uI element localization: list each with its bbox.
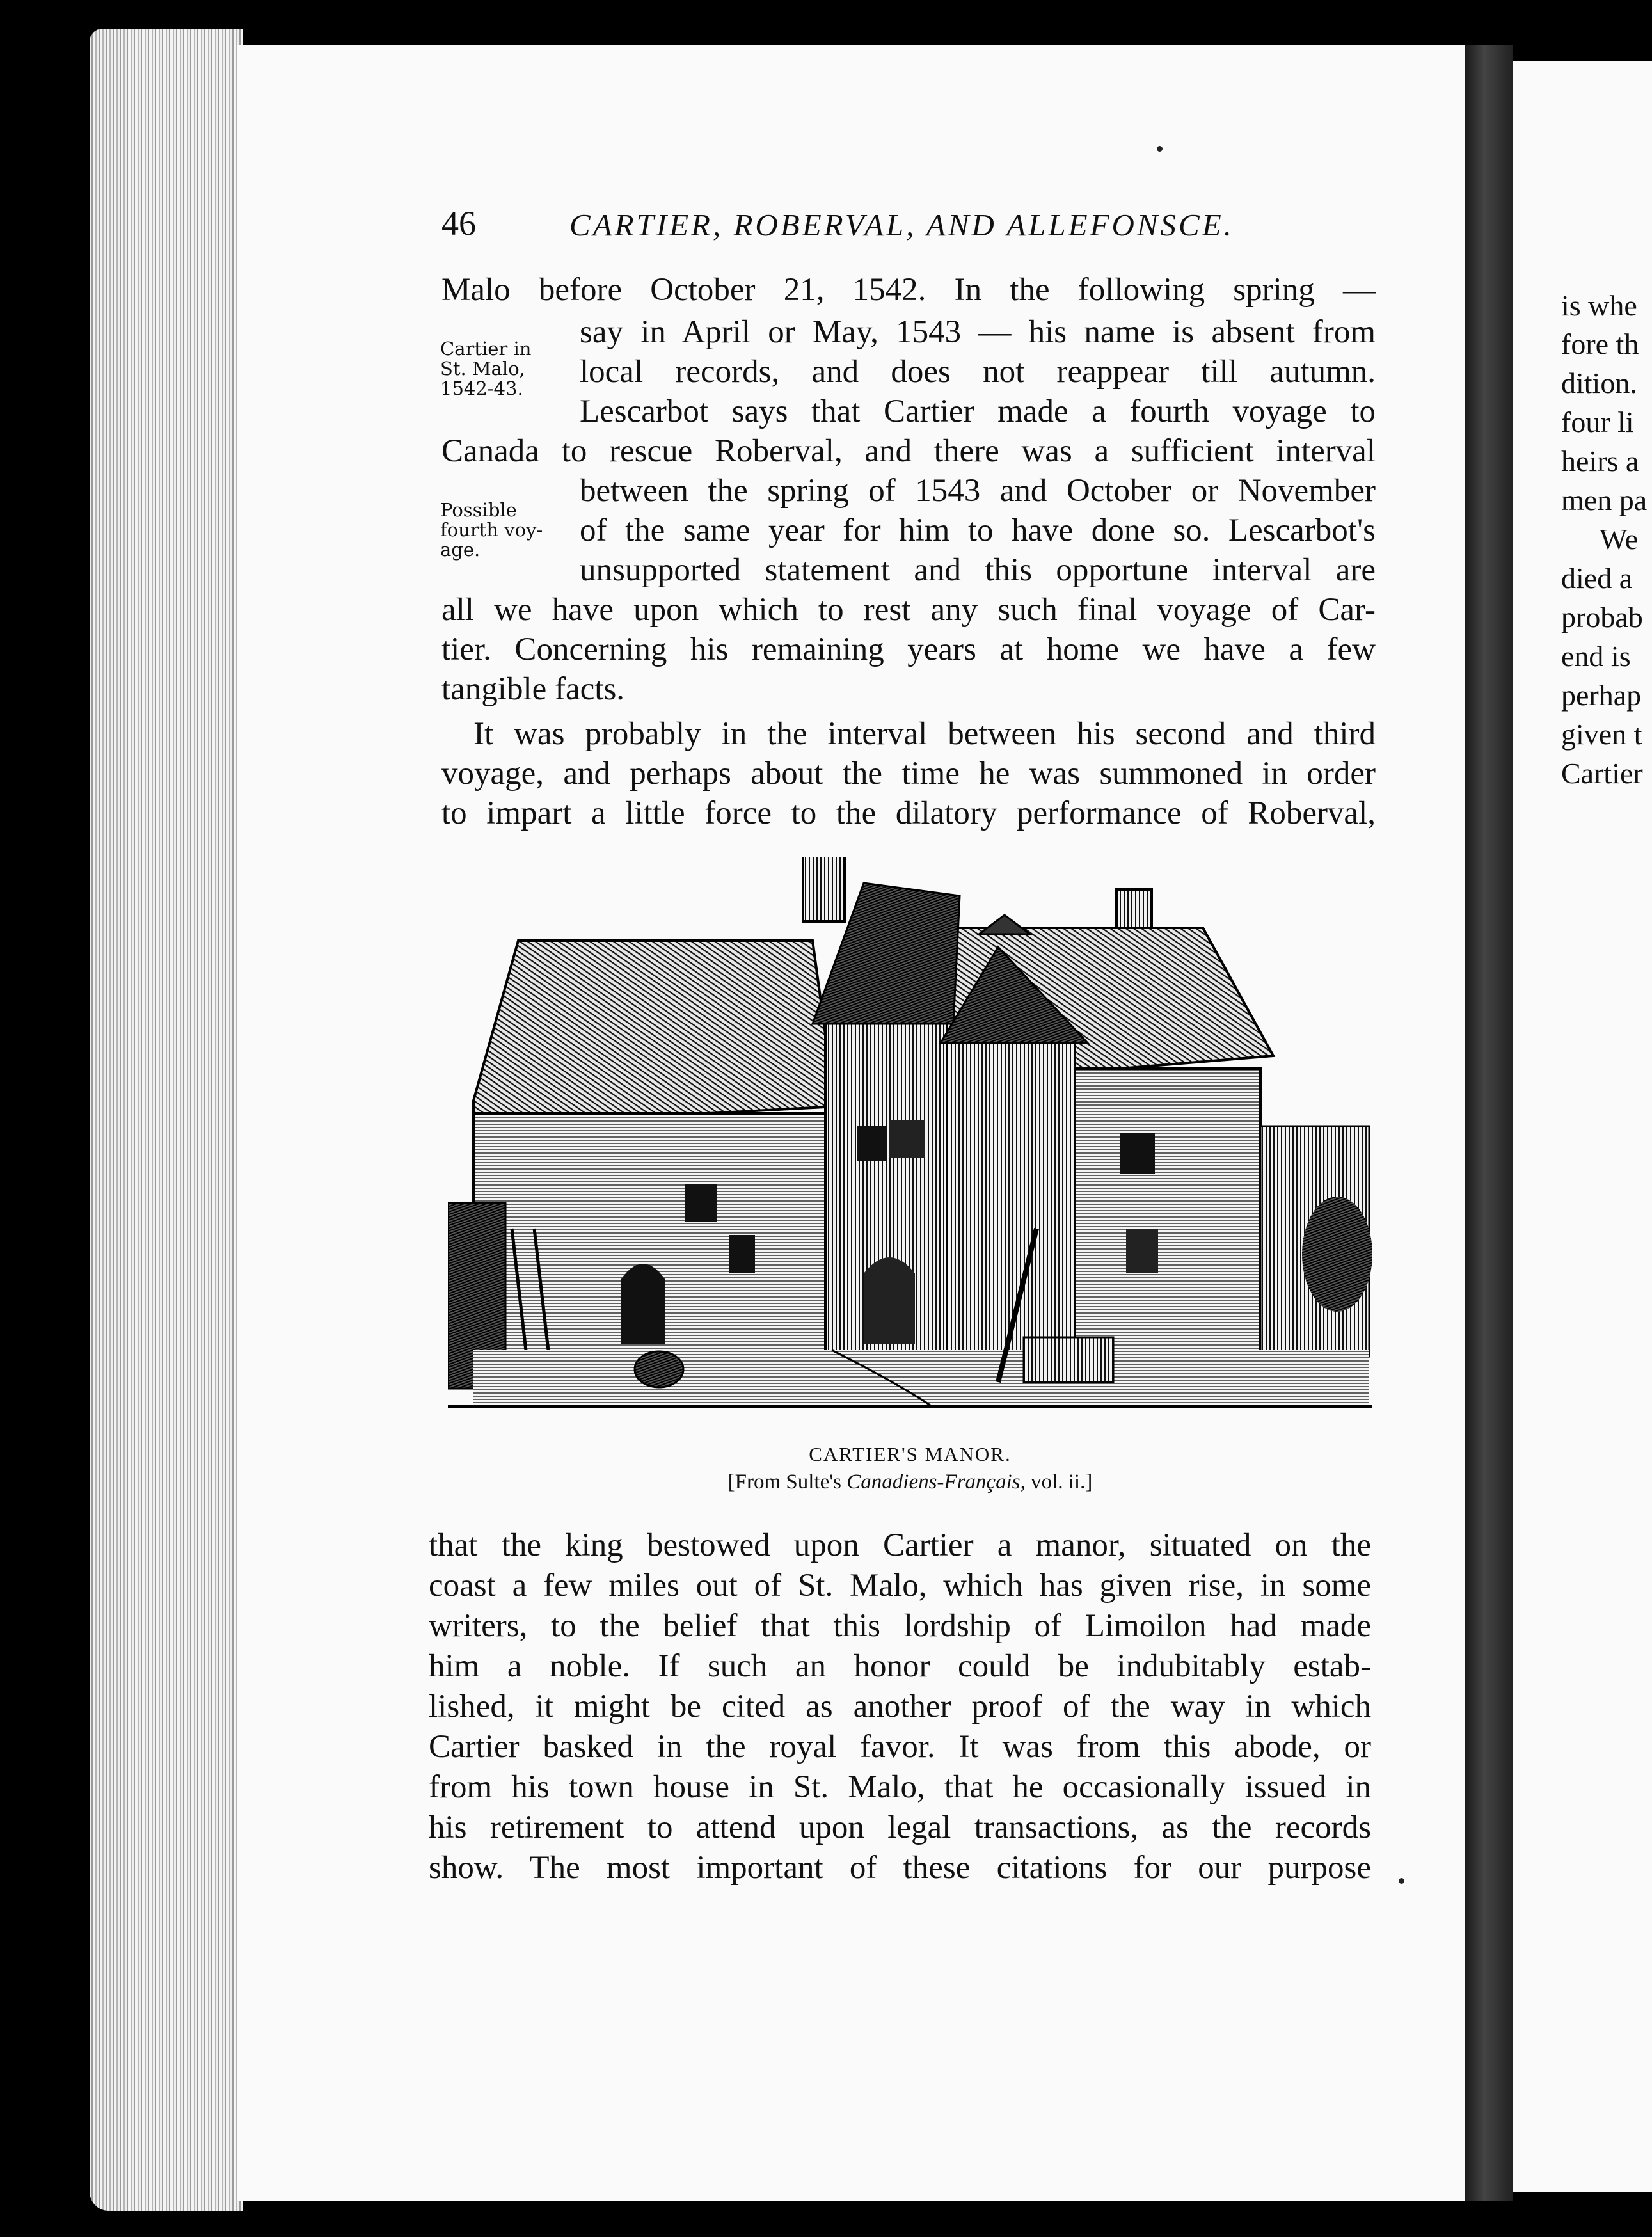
body-line: Lescarbot says that Cartier made a fourth voyage to [580, 394, 1376, 429]
page-number: 46 [441, 204, 476, 243]
next-page-line: men pa [1561, 484, 1648, 516]
book-page-edges [90, 29, 243, 2211]
next-page-line: end is [1561, 640, 1631, 673]
body-line: unsupported statement and this opportune interval are [580, 552, 1376, 588]
next-page-line: four li [1561, 406, 1634, 438]
body-line: coast a few miles out of St. Malo, which has given rise, in some [429, 1568, 1371, 1604]
body-line: him a noble. If such an honor could be indubitably estab- [429, 1648, 1371, 1684]
figure-caption-title: CARTIER'S MANOR. [809, 1443, 1012, 1465]
body-line: voyage, and perhaps about the time he was summoned in order [441, 756, 1376, 792]
next-page-line: given t [1561, 718, 1642, 751]
next-page-line: dition. [1561, 367, 1637, 399]
body-line: that the king bestowed upon Cartier a manor, situated on the [429, 1527, 1371, 1563]
body-line: from his town house in St. Malo, that he occasionally issued in [429, 1769, 1371, 1805]
body-line: It was probably in the interval between his second and third [473, 716, 1376, 752]
body-line: between the spring of 1543 and October or November [580, 473, 1376, 509]
book-gutter [1465, 45, 1513, 2201]
body-line: Canada to rescue Roberval, and there was a sufficient interval [441, 433, 1376, 469]
scan-speck [1157, 146, 1163, 152]
body-line: tangible facts. [441, 671, 625, 707]
figure-caption-source: [From Sulte's Canadiens-Français, vol. ii.] [727, 1470, 1093, 1493]
body-line: writers, to the belief that this lordship of Limoilon had made [429, 1608, 1371, 1644]
body-line: all we have upon which to rest any such final voyage of Car- [441, 592, 1376, 628]
next-page-line: Cartier [1561, 757, 1643, 790]
next-page-line: perhap [1561, 679, 1642, 712]
body-line: say in April or May, 1543 — his name is absent from [580, 314, 1376, 350]
margin-note-cartier-st-malo: Cartier in St. Malo, 1542-43. [440, 338, 532, 399]
next-page-line: fore th [1561, 328, 1639, 360]
margin-note-fourth-voyage: Possible fourth voy- age. [440, 499, 543, 561]
running-title: CARTIER, ROBERVAL, AND ALLEFONSCE. [569, 207, 1234, 243]
body-line: tier. Concerning his remaining years at home we have a few [441, 632, 1376, 667]
body-line: Cartier basked in the royal favor. It was from this abode, or [429, 1729, 1371, 1765]
manor-engraving-illustration [448, 857, 1372, 1408]
body-line: to impart a little force to the dilatory performance of Roberval, [441, 795, 1376, 831]
body-line: of the same year for him to have done so. Lescarbot's [580, 513, 1376, 548]
next-page-line: probab [1561, 601, 1643, 633]
next-page-line: We [1600, 523, 1639, 555]
next-page-line: died a [1561, 562, 1633, 594]
body-line: lished, it might be cited as another proof of the way in which [429, 1689, 1371, 1724]
body-line: local records, and does not reappear till autumn. [580, 354, 1376, 390]
next-page-line: heirs a [1561, 445, 1639, 477]
next-page-line: is whe [1561, 289, 1637, 322]
manor-engraving [448, 857, 1372, 1408]
body-line: his retirement to attend upon legal transactions, as the records [429, 1810, 1371, 1845]
right-page-fragment [1513, 61, 1652, 2192]
running-head [441, 203, 1376, 248]
body-line: Malo before October 21, 1542. In the following spring — [441, 272, 1376, 308]
scan-speck [1399, 1878, 1404, 1884]
body-line: show. The most important of these citations for our purpose [429, 1850, 1371, 1886]
